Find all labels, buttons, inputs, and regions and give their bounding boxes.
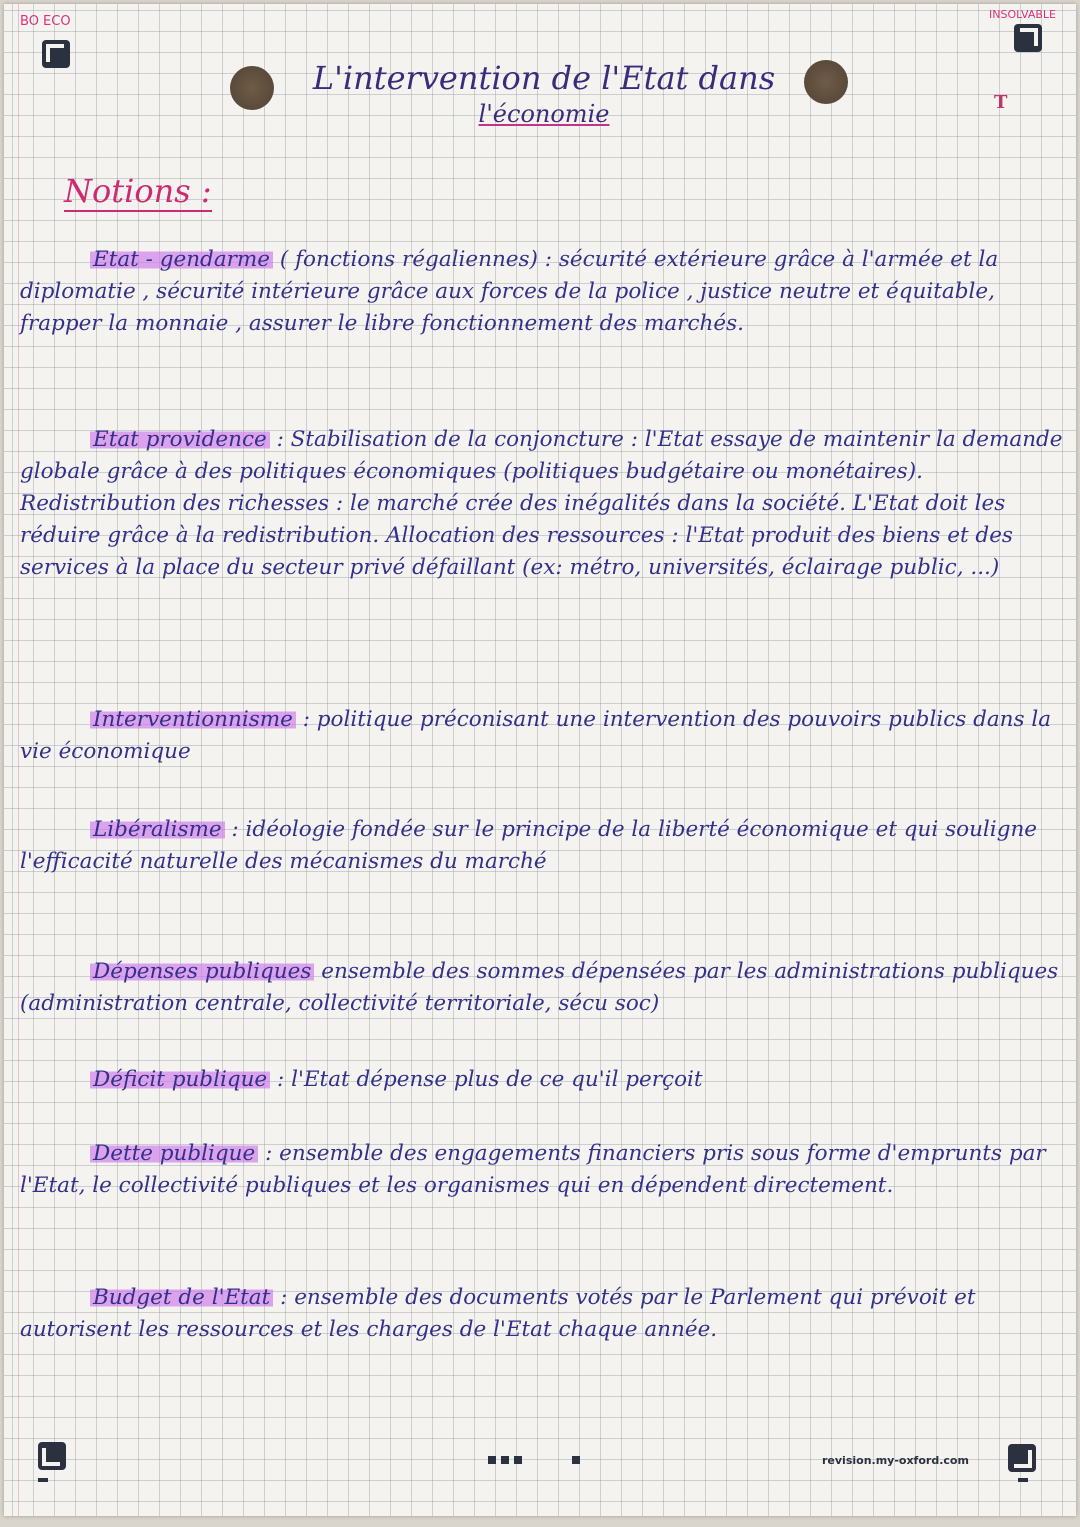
definition-text: : politique préconisant une intervention des pouvoirs publics dans la vie économique — [20, 707, 1052, 764]
definition-text: : l'Etat dépense plus de ce qu'il perçoit — [270, 1067, 703, 1092]
definition-term: Dette publique — [90, 1141, 258, 1166]
section-heading-text: Notions : — [64, 172, 212, 210]
corner-tag-right: INSOLVABLE — [988, 8, 1056, 21]
definition-term: Déficit publique — [90, 1067, 270, 1092]
definition-entry — [20, 1064, 1064, 1096]
notebook-page — [4, 4, 1076, 1516]
footer-url: revision.my-oxford.com — [822, 1454, 969, 1467]
index-mark — [572, 1456, 580, 1464]
index-mark — [514, 1456, 522, 1464]
index-mark — [488, 1456, 496, 1464]
title-line-2: l'économie — [478, 100, 610, 128]
definition-entry — [20, 814, 1064, 878]
definition-text: : Stabilisation de la conjoncture : l'Etat essaye de maintenir la demande globale grâce à des politiques économiques (politiques budgétaire ou monétaires). Redistribution des richesses : le marché crée des inégalités dans la société. L'Etat doit les réduire grâce à la redistribution. Allocation des ressources : l'Etat produit des biens et des services à la place du secteur privé défaillant (ex: métro, universités, éclairage public, ...) — [20, 427, 1063, 580]
definition-entry — [20, 1282, 1064, 1346]
corner-marker-icon — [1014, 24, 1042, 52]
definition-term: Budget de l'Etat — [90, 1285, 273, 1310]
definition-text: : ensemble des documents votés par le Parlement qui prévoit et autorisent les ressources et les charges de l'Etat chaque année. — [20, 1285, 976, 1342]
definition-entry — [20, 244, 1064, 340]
definition-entry — [20, 704, 1064, 768]
definition-entry — [20, 1138, 1064, 1202]
definition-text: ( fonctions régaliennes) : sécurité extérieure grâce à l'armée et la diplomatie , sécurité intérieure grâce aux forces de la police , justice neutre et équitable, frapper la monnaie , assurer le libre fonctionnement des marchés. — [20, 247, 999, 336]
definition-entry — [20, 956, 1064, 1020]
bottom-strip-mark — [1018, 1478, 1028, 1482]
corner-marker-icon — [42, 40, 70, 68]
bottom-strip-mark — [38, 1478, 48, 1482]
corner-marker-icon — [1008, 1444, 1036, 1472]
definition-text: : ensemble des engagements financiers pris sous forme d'emprunts par l'Etat, le collectivité publiques et les organismes qui en dépendent directement. — [20, 1141, 1046, 1198]
definition-term: Dépenses publiques — [90, 959, 314, 984]
margin-line — [18, 4, 19, 1516]
page-index-marks — [488, 1456, 580, 1464]
definition-entry — [20, 424, 1064, 584]
section-heading — [64, 172, 212, 210]
index-mark — [501, 1456, 509, 1464]
definition-term: Libéralisme — [90, 817, 225, 842]
definition-text: : idéologie fondée sur le principe de la liberté économique et qui souligne l'efficacité naturelle des mécanismes du marché — [20, 817, 1038, 874]
punch-hole — [230, 66, 274, 110]
definition-term: Interventionnisme — [90, 707, 296, 732]
corner-marker-icon — [38, 1442, 66, 1470]
page-title — [274, 60, 814, 132]
definition-term: Etat - gendarme — [90, 247, 273, 272]
corner-tag: BO ECO — [20, 14, 71, 29]
title-line-1: L'intervention de l'Etat dans — [312, 59, 776, 97]
definition-term: Etat providence — [90, 427, 270, 452]
definition-text: ensemble des sommes dépensées par les administrations publiques (administration centrale, collectivité territoriale, sécu soc) — [20, 959, 1059, 1016]
side-mark: T — [994, 92, 1008, 113]
